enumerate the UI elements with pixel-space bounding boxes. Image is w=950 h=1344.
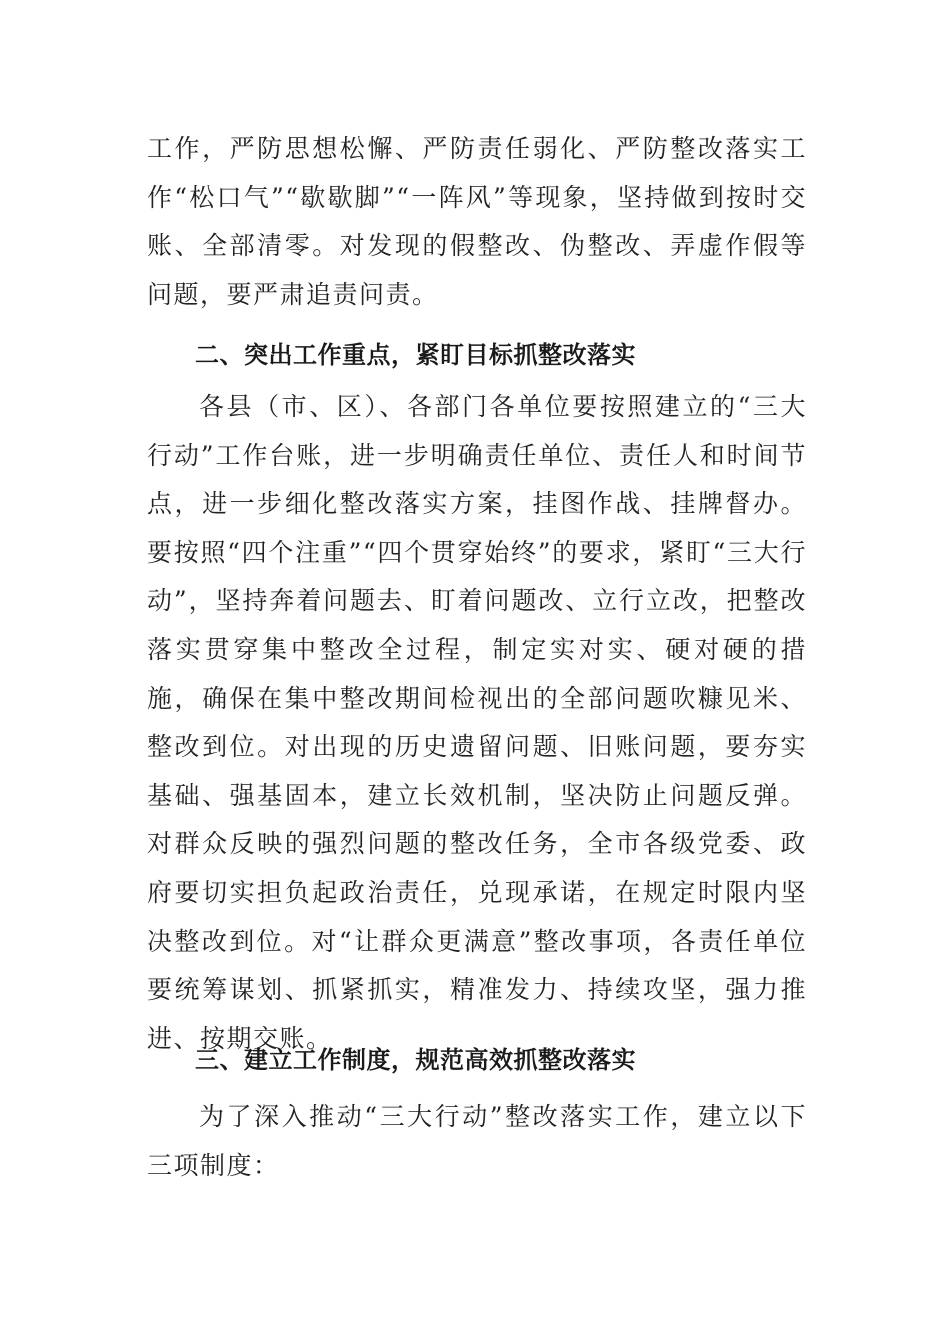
section-heading-2: 二、突出工作重点，紧盯目标抓整改落实: [195, 341, 636, 369]
paragraph-section-3: 为了深入推动“三大行动”整改落实工作，建立以下三项制度：: [147, 1102, 807, 1180]
paragraph-continuation: 工作，严防思想松懈、严防责任弱化、严防整改落实工作“松口气”“歇歇脚”“一阵风”等现象，坚持做到按时交账、全部清零。对发现的假整改、伪整改、弄虚作假等问题，要严肃追责问责。: [147, 134, 807, 309]
paragraph-section-2: 各县（市、区）、各部门各单位要按照建立的“三大行动”工作台账，进一步明确责任单位、责任人和时间节点，进一步细化整改落实方案，挂图作战、挂牌督办。要按照“四个注重”“四个贯穿始终”的要求，紧盯“三大行动”，坚持奔着问题去、盯着问题改、立行立改，把整改落实贯穿集中整改全过程，制定实对实、硬对硬的措施，确保在集中整改期间检视出的全部问题吹糠见米、整改到位。对出现的历史遗留问题、旧账问题，要夯实基础、强基固本，建立长效机制，坚决防止问题反弹。对群众反映的强烈问题的整改任务，全市各级党委、政府要切实担负起政治责任，兑现承诺，在规定时限内坚决整改到位。对“让群众更满意”整改事项，各责任单位要统筹谋划、抓紧抓实，精准发力、持续攻坚，强力推进、按期交账。: [147, 392, 807, 1053]
section-heading-3: 三、建立工作制度，规范高效抓整改落实: [195, 1046, 636, 1074]
